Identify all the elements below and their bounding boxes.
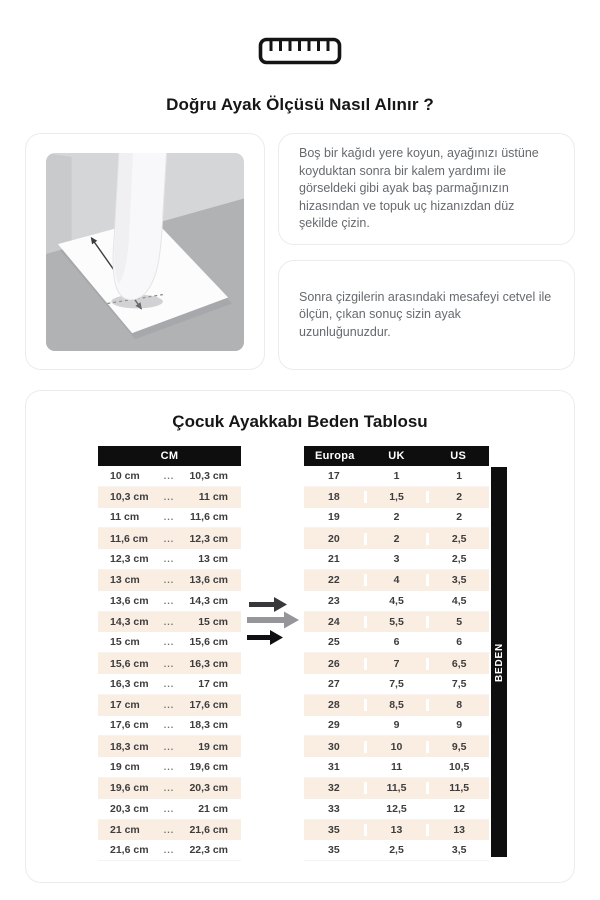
- international-size-table: [304, 446, 489, 861]
- instruction-step-1: [278, 133, 575, 245]
- ruler-icon: [258, 37, 342, 65]
- size-table-header-uk: UK: [388, 450, 405, 462]
- table-row: 33 12,5 12: [304, 799, 489, 820]
- beden-side-bar: [491, 467, 507, 857]
- table-row: 18,3 cm ... 19 cm: [98, 736, 241, 757]
- table-row: 35 13 13: [304, 820, 489, 841]
- transfer-arrows-icon: [246, 594, 300, 646]
- instructions-column: [278, 133, 575, 370]
- table-row: 12,3 cm ... 13 cm: [98, 549, 241, 570]
- beden-label: BEDEN: [493, 642, 505, 682]
- table-row: 11 cm ... 11,6 cm: [98, 508, 241, 529]
- table-row: 19,6 cm ... 20,3 cm: [98, 778, 241, 799]
- table-row: 15 cm ... 15,6 cm: [98, 632, 241, 653]
- instruction-step-2: [278, 260, 575, 371]
- table-row: 23 4,5 4,5: [304, 591, 489, 612]
- table-row: 21 cm ... 21,6 cm: [98, 820, 241, 841]
- table-row: 13 cm ... 13,6 cm: [98, 570, 241, 591]
- table-row: 11,6 cm ... 12,3 cm: [98, 528, 241, 549]
- cm-table-header: CM: [98, 446, 241, 466]
- table-row: 14,3 cm ... 15 cm: [98, 612, 241, 633]
- table-row: 35 2,5 3,5: [304, 840, 489, 861]
- table-row: 32 11,5 11,5: [304, 778, 489, 799]
- table-row: 18 1,5 2: [304, 487, 489, 508]
- table-row: 17 1 1: [304, 466, 489, 487]
- page-header: [0, 0, 600, 115]
- table-row: 24 5,5 5: [304, 612, 489, 633]
- table-row: 19 2 2: [304, 508, 489, 529]
- foot-measurement-image-card: [25, 133, 265, 370]
- size-table-body: [304, 466, 489, 861]
- foot-measurement-image: [46, 153, 244, 351]
- size-table-header: [304, 446, 489, 466]
- table-row: 29 9 9: [304, 716, 489, 737]
- table-row: 28 8,5 8: [304, 695, 489, 716]
- size-guide-title: Çocuk Ayakkabı Beden Tablosu: [172, 412, 428, 431]
- table-row: 31 11 10,5: [304, 757, 489, 778]
- arrow-column: [241, 446, 304, 646]
- table-row: 20,3 cm ... 21 cm: [98, 799, 241, 820]
- table-row: 30 10 9,5: [304, 736, 489, 757]
- size-table-header-us: US: [450, 450, 467, 462]
- table-row: 10 cm ... 10,3 cm: [98, 466, 241, 487]
- size-table-header-europa: Europa: [314, 450, 355, 462]
- cm-table-body: [98, 466, 241, 861]
- howto-section: [25, 133, 575, 370]
- table-row: 19 cm ... 19,6 cm: [98, 757, 241, 778]
- size-guide-card: [25, 390, 575, 883]
- page-title: Doğru Ayak Ölçüsü Nasıl Alınır ?: [166, 95, 434, 114]
- table-row: 21 3 2,5: [304, 549, 489, 570]
- table-row: 16,3 cm ... 17 cm: [98, 674, 241, 695]
- size-tables: [26, 446, 574, 861]
- table-row: 22 4 3,5: [304, 570, 489, 591]
- instruction-step-2-text: Sonra çizgilerin arasındaki mesafeyi cetvel ile ölçün, çıkan sonuç sizin ayak uzunluğunuzdur.: [299, 289, 552, 339]
- table-row: 10,3 cm ... 11 cm: [98, 487, 241, 508]
- table-row: 15,6 cm ... 16,3 cm: [98, 653, 241, 674]
- table-row: 27 7,5 7,5: [304, 674, 489, 695]
- table-row: 17,6 cm ... 18,3 cm: [98, 716, 241, 737]
- table-row: 21,6 cm ... 22,3 cm: [98, 840, 241, 861]
- table-row: 17 cm ... 17,6 cm: [98, 695, 241, 716]
- table-row: 20 2 2,5: [304, 528, 489, 549]
- table-row: 25 6 6: [304, 632, 489, 653]
- instruction-step-1-text: Boş bir kağıdı yere koyun, ayağınızı üstüne koyduktan sonra bir kalem yardımı ile görseldeki gibi ayak baş parmağınızın hizasından ve topuk uç hizanızdan düz şekilde çizin.: [299, 146, 539, 230]
- cm-table: [98, 446, 241, 861]
- table-row: 13,6 cm ... 14,3 cm: [98, 591, 241, 612]
- table-row: 26 7 6,5: [304, 653, 489, 674]
